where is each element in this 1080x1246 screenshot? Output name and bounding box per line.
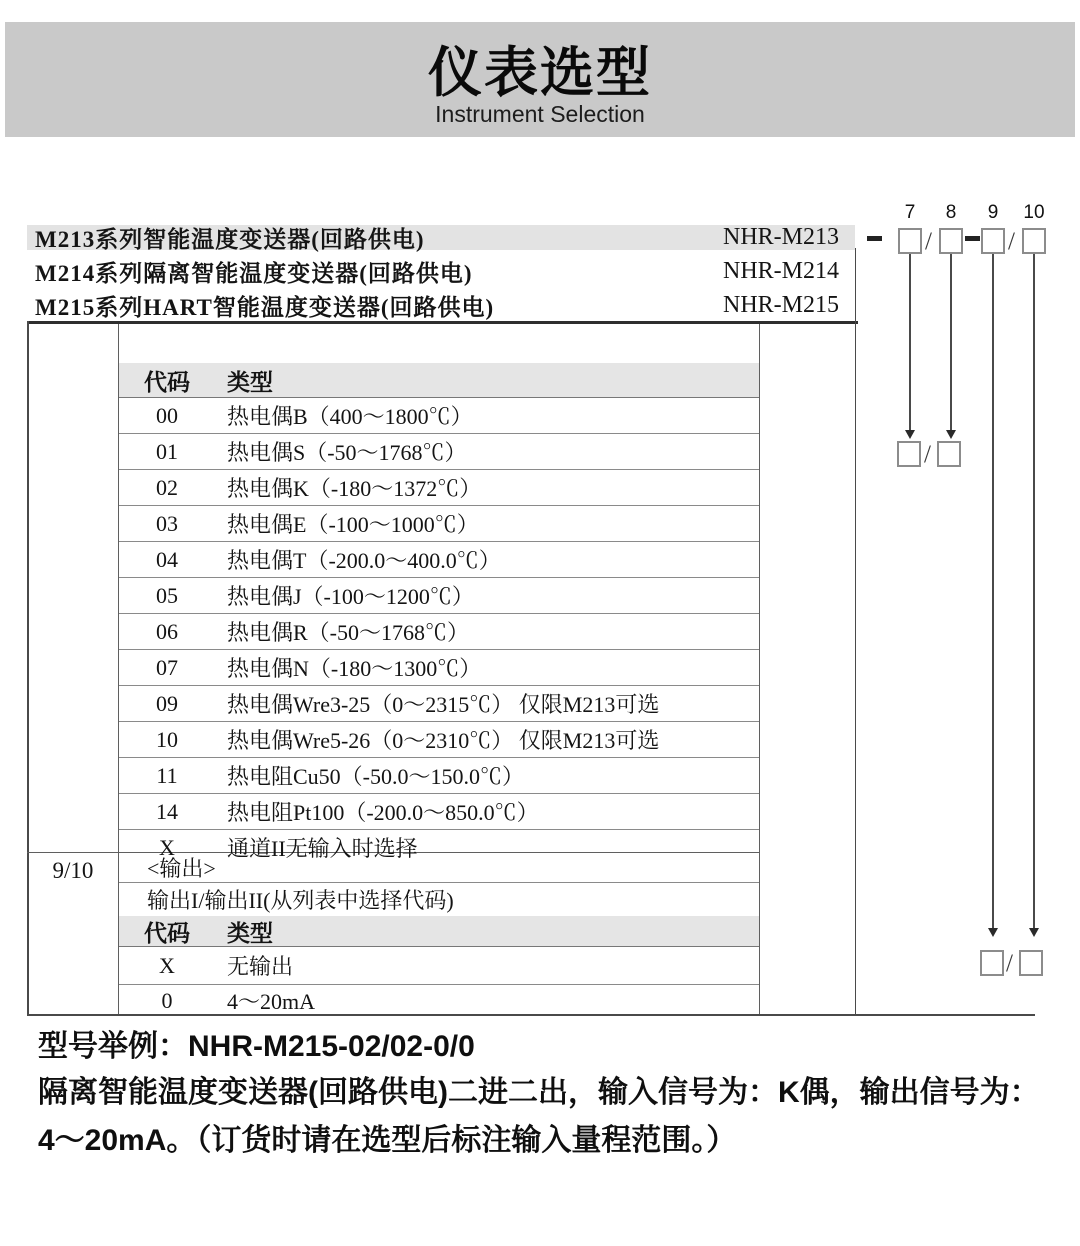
code-cell: 00: [156, 402, 178, 428]
type-cell: 热电偶E（-100～1000℃）: [227, 512, 479, 537]
code-box-8-sub: [937, 441, 961, 467]
table-row: [119, 542, 759, 578]
table-row: [119, 398, 759, 434]
table-row: [119, 758, 759, 794]
type-cell: 4～20mA: [227, 989, 316, 1014]
row-label-9-10: 9/10: [52, 858, 94, 883]
model-description: M214系列隔离智能温度变送器(回路供电): [35, 261, 473, 286]
type-cell: 无输出: [227, 954, 294, 979]
code-cell: 14: [156, 798, 178, 824]
code-cell: 09: [156, 690, 178, 716]
model-code: NHR-M214: [722, 258, 839, 284]
output-code-table: [119, 853, 759, 1016]
table-column-divider: [759, 324, 760, 1015]
type-cell: 热电阻Pt100（-200.0～850.0℃）: [227, 800, 539, 825]
code-cell: 11: [156, 762, 178, 788]
type-cell: 热电偶K（-180～1372℃）: [227, 476, 482, 501]
type-cell: 热电偶N（-180～1300℃）: [227, 656, 482, 681]
table-right-divider: [855, 248, 856, 1015]
model-row-m213: [27, 225, 855, 250]
type-cell: 热电偶R（-50～1768℃）: [227, 620, 470, 645]
model-description: M213系列智能温度变送器(回路供电): [35, 227, 425, 252]
column-header-type: 类型: [227, 369, 273, 395]
code-box-9: [981, 228, 1005, 254]
model-code: NHR-M213: [722, 224, 839, 250]
code-cell: 10: [156, 726, 178, 752]
arrow-down-icon: [988, 928, 998, 937]
model-row-m214: [27, 259, 855, 284]
code-box-8: [939, 228, 963, 254]
model-row-m215: [27, 293, 855, 318]
code-cell: 05: [156, 582, 178, 608]
code-box-10: [1022, 228, 1046, 254]
output-section-subtitle: 输出I/输出II(从列表中选择代码): [147, 888, 454, 913]
code-box-9-sub: [980, 950, 1004, 976]
code-cell: 04: [156, 546, 178, 572]
type-cell: 热电偶Wre3-25（0～2315℃） 仅限M213可选: [227, 692, 660, 717]
code-cell: 0: [161, 987, 173, 1013]
table-row: [119, 794, 759, 830]
code-box-10-sub: [1019, 950, 1043, 976]
position-label-7: 7: [904, 202, 916, 223]
dash-separator: [965, 236, 980, 241]
example-description-line: 隔离智能温度变送器(回路供电)二进二出，输入信号为：K偶，输出信号为：: [38, 1076, 1040, 1109]
slash-separator: /: [1006, 950, 1013, 977]
arrow-down-icon: [946, 430, 956, 439]
example-model-line: 型号举例：NHR-M215-02/02-0/0: [38, 1030, 475, 1063]
example-note-line: 4～20mA。（订货时请在选型后标注输入量程范围。）: [38, 1124, 737, 1157]
table-row: [119, 722, 759, 758]
type-cell: 通道II无输入时选择: [227, 836, 418, 861]
code-cell: 07: [156, 654, 178, 680]
code-box-7-sub: [897, 441, 921, 467]
column-header-code: 代码: [144, 369, 190, 395]
code-cell: 03: [156, 510, 178, 536]
table-row: [119, 506, 759, 542]
page-title: 仪表选型: [428, 43, 652, 103]
table-row: [119, 686, 759, 722]
table-row: [119, 578, 759, 614]
slash-separator: /: [1008, 228, 1015, 255]
code-cell: 01: [156, 438, 178, 464]
code-cell: 02: [156, 474, 178, 500]
code-box-7: [898, 228, 922, 254]
code-cell: X: [159, 834, 175, 860]
slash-separator: /: [924, 441, 931, 468]
column-header-type: 类型: [227, 920, 273, 946]
table-row: [119, 650, 759, 686]
type-cell: 热电偶T（-200.0～400.0℃）: [227, 548, 501, 573]
code-cell: X: [159, 952, 175, 978]
arrow-down-icon: [905, 430, 915, 439]
connector-line-7: [909, 254, 911, 430]
model-description: M215系列HART智能温度变送器(回路供电): [35, 295, 495, 320]
dash-separator: [867, 236, 882, 241]
table-left-border: [27, 321, 29, 1015]
column-header-code: 代码: [144, 920, 190, 946]
output-section-title: <输出>: [119, 853, 759, 883]
connector-line-9: [992, 254, 994, 928]
input-code-table: [119, 363, 759, 865]
table-row: [119, 614, 759, 650]
type-cell: 热电偶S（-50～1768℃）: [227, 440, 467, 465]
position-label-8: 8: [945, 202, 957, 223]
table-row: [119, 470, 759, 506]
position-label-9: 9: [987, 202, 999, 223]
type-cell: 热电阻Cu50（-50.0～150.0℃）: [227, 764, 525, 789]
table-row: [119, 434, 759, 470]
table-row: [119, 985, 759, 1016]
slash-separator: /: [925, 228, 932, 255]
page-header-band: [5, 22, 1075, 137]
type-cell: 热电偶J（-100～1200℃）: [227, 584, 474, 609]
model-code: NHR-M215: [722, 292, 839, 318]
connector-line-10: [1033, 254, 1035, 928]
type-cell: 热电偶Wre5-26（0～2310℃） 仅限M213可选: [227, 728, 660, 753]
output-table-header: [119, 916, 759, 947]
connector-line-8: [950, 254, 952, 430]
page-subtitle: Instrument Selection: [435, 101, 645, 127]
input-table-header: [119, 363, 759, 398]
arrow-down-icon: [1029, 928, 1039, 937]
table-top-border: [27, 321, 858, 324]
position-label-10: 10: [1023, 202, 1045, 223]
type-cell: 热电偶B（400～1800℃）: [227, 404, 473, 429]
table-row: [119, 947, 759, 985]
code-cell: 06: [156, 618, 178, 644]
